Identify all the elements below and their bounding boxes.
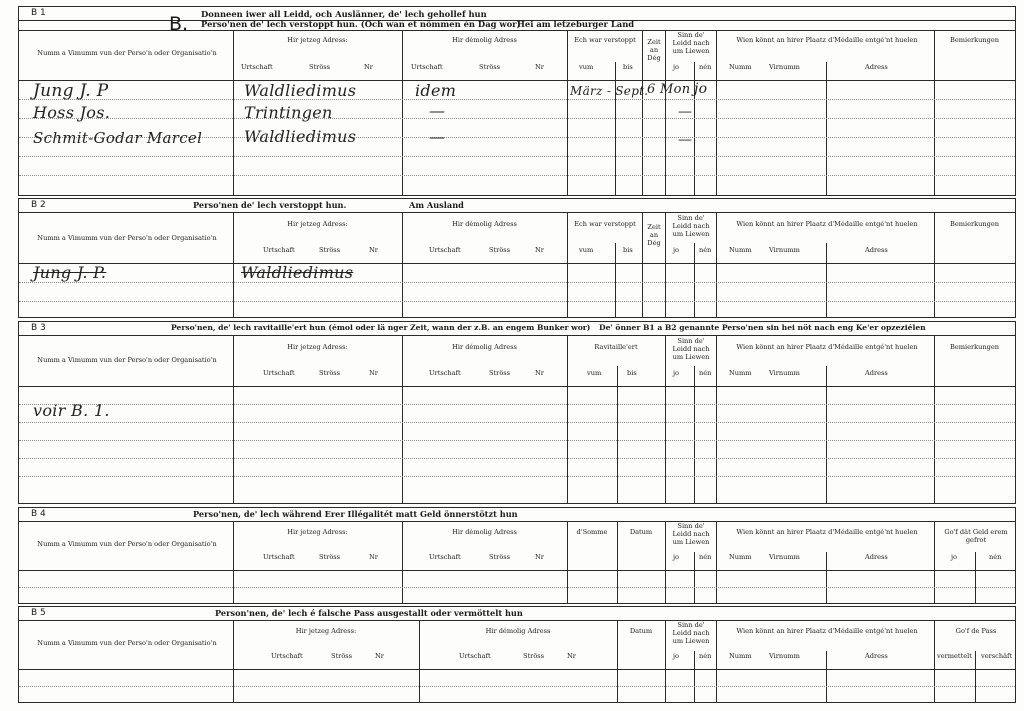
- header-street: Ströss: [319, 553, 341, 561]
- section-b4: [18, 507, 1016, 604]
- section-id: B 4: [31, 509, 46, 519]
- header-yes: jo: [951, 553, 958, 561]
- section-id: B 3: [31, 323, 46, 333]
- section-title-line1: Donneen iwer all Leidd, och Auslänner, de' lech gehollef hun: [201, 9, 487, 19]
- header-former-address: Hir démolig Adress: [452, 528, 517, 536]
- header-alive: Sinn de' Leidd nach um Liewen: [672, 214, 710, 239]
- header-from: vum: [579, 246, 594, 254]
- form-letter: B.: [169, 13, 189, 35]
- header-sum: d'Somme: [576, 528, 608, 536]
- section-id: B 2: [31, 200, 46, 210]
- entry-name: Hoss Jos.: [33, 103, 111, 122]
- section-title: Perso'nen, de' lech während Erer Illégalitét matt Geld önnerstötzt hun: [193, 509, 518, 519]
- header-name: Numm a Vimumm vun der Perso'n oder Organisatio'n: [37, 356, 217, 364]
- header-street: Ströss: [489, 246, 511, 254]
- header-pass: Go'f de Pass: [955, 627, 997, 635]
- header-nr: Nr: [535, 63, 544, 71]
- section-b2: [18, 198, 1016, 318]
- header-former-address: Hir démolig Adress: [485, 627, 551, 635]
- header-name: Numm a Vimumm vun der Perso'n oder Organisatio'n: [37, 234, 217, 242]
- header-medal-name: Numm: [729, 553, 752, 561]
- entry-alive: —: [678, 104, 693, 120]
- header-medal-firstname: Virnumm: [769, 553, 800, 561]
- header-current-address: Hir jetzeg Adress:: [295, 627, 357, 635]
- header-medal-name: Numm: [729, 246, 752, 254]
- header-street: Ströss: [489, 553, 511, 561]
- entry-current-address: Waldliedimus: [244, 81, 357, 100]
- entry-current-address: Trintingen: [244, 103, 333, 122]
- header-to: bis: [627, 369, 637, 377]
- header-medal-address: Adress: [865, 553, 888, 561]
- header-medal: Wien könnt an hirer Plaatz d'Médaille entgé'nt huelen: [736, 220, 918, 228]
- header-nr: Nr: [535, 369, 544, 377]
- header-town: Urtschaft: [429, 246, 461, 254]
- header-no: nén: [699, 652, 712, 660]
- header-street: Ströss: [479, 63, 501, 71]
- header-yes: jo: [673, 652, 680, 660]
- header-name: Numm a Vimumm vun der Perso'n oder Organisatio'n: [37, 639, 217, 647]
- header-current-address: Hir jetzeg Adress:: [287, 36, 348, 44]
- header-street: Ströss: [489, 369, 511, 377]
- entry-former-address: —: [429, 127, 446, 146]
- entry-current-address: Waldliedimus: [241, 263, 354, 282]
- header-date: Datum: [629, 528, 653, 536]
- header-to: bis: [623, 246, 633, 254]
- header-medal-name: Numm: [729, 63, 752, 71]
- header-alive: Sinn de' Leidd nach um Liewen: [672, 522, 710, 547]
- header-remarks: Bemierkungen: [949, 36, 1000, 44]
- header-medal-address: Adress: [865, 63, 888, 71]
- header-former-address: Hir démolig Adress: [452, 343, 517, 351]
- header-current-address: Hir jetzeg Adress:: [287, 528, 348, 536]
- header-town: Urtschaft: [241, 63, 273, 71]
- section-title-line2: Perso'nen de' lech verstoppt hun. (Och wan et nömmen én Dag wor): [201, 19, 521, 29]
- header-town: Urtschaft: [271, 652, 303, 660]
- header-no: nén: [989, 553, 1002, 561]
- header-no: nén: [699, 63, 712, 71]
- header-nr: Nr: [535, 553, 544, 561]
- header-alive: Sinn de' Leidd nach um Liewen: [672, 621, 710, 646]
- header-pass-made: verschâft: [981, 652, 1013, 660]
- section-title: Perso'nen de' lech verstoppt hun.: [193, 200, 347, 210]
- header-town: Urtschaft: [459, 652, 491, 660]
- header-current-address: Hir jetzeg Adress:: [287, 343, 348, 351]
- section-title-bar: [19, 607, 1015, 621]
- header-current-address: Hir jetzeg Adress:: [287, 220, 348, 228]
- header-no: nén: [699, 369, 712, 377]
- header-nr: Nr: [369, 246, 378, 254]
- header-hidden: Ech war verstoppt: [574, 220, 636, 228]
- entry-name: Jung J. P: [33, 81, 109, 101]
- header-nr: Nr: [567, 652, 576, 660]
- header-medal-firstname: Virnumm: [769, 652, 800, 660]
- header-street: Ströss: [319, 246, 341, 254]
- header-no: nén: [699, 246, 712, 254]
- entry-alive: —: [678, 132, 693, 148]
- header-nr: Nr: [364, 63, 373, 71]
- header-remarks: Bemierkungen: [949, 220, 1000, 228]
- header-nr: Nr: [535, 246, 544, 254]
- section-title-bar: [19, 199, 1015, 213]
- header-medal-firstname: Virnumm: [769, 369, 800, 377]
- entry-hidden: März - Sept.: [570, 84, 649, 98]
- header-time: Zeit an Dég: [647, 223, 661, 248]
- section-id: B 5: [31, 608, 46, 618]
- header-town: Urtschaft: [429, 369, 461, 377]
- entry-current-address: Waldliedimus: [244, 127, 357, 146]
- section-title-bar: [19, 322, 1015, 336]
- header-no: nén: [699, 553, 712, 561]
- header-nr: Nr: [369, 553, 378, 561]
- header-town: Urtschaft: [411, 63, 443, 71]
- header-town: Urtschaft: [263, 369, 295, 377]
- section-title-bar: [19, 508, 1015, 522]
- header-medal-address: Adress: [865, 652, 888, 660]
- header-medal-firstname: Virnumm: [769, 246, 800, 254]
- header-medal: Wien könnt an hirer Plaatz d'Médaille entgé'nt huelen: [736, 343, 918, 351]
- entry-name: Jung J. P.: [33, 263, 107, 282]
- section-title-tag: Am Ausland: [409, 200, 464, 210]
- section-b3: [18, 321, 1016, 504]
- header-street: Ströss: [331, 652, 353, 660]
- header-street: Ströss: [523, 652, 545, 660]
- header-former-address: Hir démolig Adress: [452, 220, 517, 228]
- header-money-asked: Go'f dât Geld erem gefrot: [944, 528, 1008, 545]
- header-ravitaille: Ravitaille'ert: [594, 343, 638, 351]
- header-hidden: Ech war verstoppt: [574, 36, 636, 44]
- header-town: Urtschaft: [263, 246, 295, 254]
- header-name: Numm a Vimumm vun der Perso'n oder Organisatio'n: [37, 49, 217, 57]
- header-pass-given: vermettelt: [937, 652, 972, 660]
- header-medal: Wien könnt an hirer Plaatz d'Médaille entgé'nt huelen: [736, 528, 918, 536]
- header-nr: Nr: [369, 369, 378, 377]
- section-title: Perso'nen, de' lech ravitaille'ert hun (émol oder lä nger Zeit, wann der z.B. an engem Bunker wor): [171, 323, 591, 332]
- header-street: Ströss: [319, 369, 341, 377]
- header-medal: Wien könnt an hirer Plaatz d'Médaille entgé'nt huelen: [736, 627, 918, 635]
- header-alive: Sinn de' Leidd nach um Liewen: [672, 337, 710, 362]
- section-b5: [18, 606, 1016, 703]
- header-medal-firstname: Virnumm: [769, 63, 800, 71]
- header-street: Ströss: [309, 63, 331, 71]
- section-title: Person'nen, de' lech é falsche Pass ausgestallt oder vermöttelt hun: [215, 608, 523, 618]
- header-yes: jo: [673, 553, 680, 561]
- header-name: Numm a Vimumm vun der Perso'n oder Organisatio'n: [37, 540, 217, 548]
- header-remarks: Bemierkungen: [949, 343, 1000, 351]
- header-to: bis: [623, 63, 633, 71]
- header-yes: jo: [673, 63, 680, 71]
- entry-days: 6 Mon: [647, 82, 691, 97]
- entry-former-address: idem: [415, 81, 457, 100]
- entry-former-address: —: [429, 101, 446, 120]
- header-medal-address: Adress: [865, 246, 888, 254]
- header-medal-address: Adress: [865, 369, 888, 377]
- section-id: B 1: [31, 8, 46, 18]
- header-medal-name: Numm: [729, 652, 752, 660]
- header-medal-name: Numm: [729, 369, 752, 377]
- header-from: vum: [579, 63, 594, 71]
- header-time: Zeit an Dég: [647, 38, 661, 63]
- entry-name: voir B. 1.: [33, 401, 110, 420]
- header-former-address: Hir démolig Adress: [452, 36, 517, 44]
- header-town: Urtschaft: [263, 553, 295, 561]
- section-title-tag: Hei am letzeburger Land: [517, 19, 635, 29]
- header-yes: jo: [673, 246, 680, 254]
- header-from: vum: [587, 369, 602, 377]
- header-town: Urtschaft: [429, 553, 461, 561]
- entry-name: Schmit-Godar Marcel: [33, 129, 203, 147]
- entry-alive: jo: [694, 81, 708, 97]
- header-date: Datum: [629, 627, 653, 635]
- header-nr: Nr: [375, 652, 384, 660]
- header-medal: Wien könnt an hirer Plaatz d'Médaille entgé'nt huelen: [736, 36, 918, 44]
- header-alive: Sinn de' Leidd nach um Liewen: [672, 31, 710, 56]
- header-yes: jo: [673, 369, 680, 377]
- section-title-note: De' önner B1 a B2 genannte Perso'nen sin hei nöt nach eng Ke'er opzeziélen: [599, 323, 926, 332]
- section-b1: [18, 6, 1016, 196]
